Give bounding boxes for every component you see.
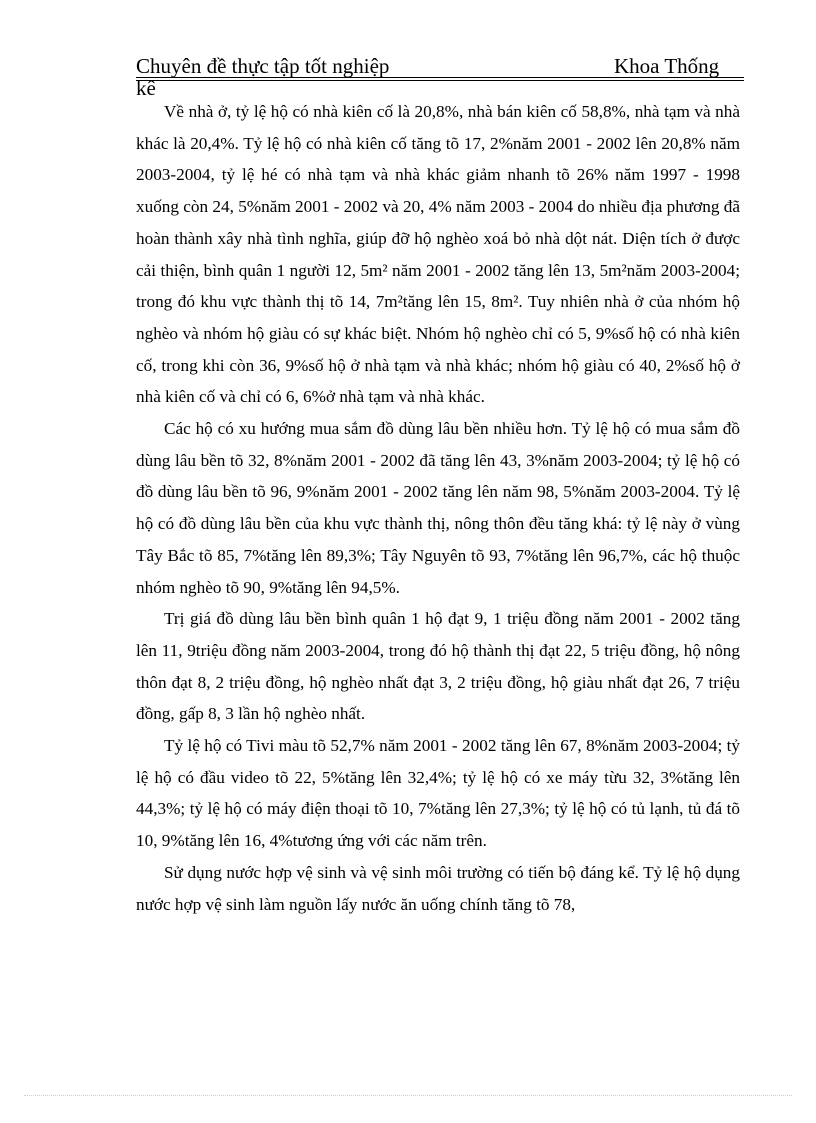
paragraph-housing: Về nhà ở, tỷ lệ hộ có nhà kiên cố là 20,8%, nhà bán kiên cố 58,8%, nhà tạm và nhà khác là 20,4%. Tỷ lệ hộ có nhà kiên cố tăng tõ 17, 2%năm 2001 - 2002 lên 20,8% năm 2003-2004, tỷ lệ hé có nhà tạm và nhà khác giảm nhanh tõ 26% năm 1997 - 1998 xuống còn 24, 5%năm 2001 - 2002 và 20, 4% năm 2003 - 2004 do nhiều địa phương đã hoàn thành xây nhà tình nghĩa, giúp đỡ hộ nghèo xoá bỏ nhà dột nát. Diện tích ở được cải thiện, bình quân 1 người 12, 5m² năm 2001 - 2002 tăng lên 13, 5m²năm 2003-2004; trong đó khu vực thành thị tõ 14, 7m²tăng lên 15, 8m². Tuy nhiên nhà ở của nhóm hộ nghèo và nhóm hộ giàu có sự khác biệt. Nhóm hộ nghèo chỉ có 5, 9%số hộ có nhà kiên cố, trong khi còn 36, 9%số hộ ở nhà tạm và nhà khác; nhóm hộ giàu có 40, 2%số hộ ở nhà kiên cố và chỉ có 6, 6%ở nhà tạm và nhà khác.: [136, 102, 740, 407]
paragraph-appliances: Tỷ lệ hộ có Tivi màu tõ 52,7% năm 2001 - 2002 tăng lên 67, 8%năm 2003-2004; tỷ lệ hộ có đầu video tõ 22, 5%tăng lên 32,4%; tỷ lệ hộ có xe máy từu 32, 3%tăng lên 44,3%; tỷ lệ hộ có máy điện thoại tõ 10, 7%tăng lên 27,3%; tỷ lệ hộ có tủ lạnh, tủ đá tõ 10, 9%tăng lên 16, 4%tương ứng với các năm trên.: [136, 736, 740, 851]
paragraph-water-sanitation: Sử dụng nước hợp vệ sinh và vệ sinh môi trường có tiến bộ đáng kể. Tỷ lệ hộ dụng nước hợp vệ sinh làm nguồn lấy nước ăn uống chính tăng tõ 78,: [136, 862, 740, 914]
header-department-continuation: kê: [136, 76, 156, 100]
header-document-title: Chuyên đề thực tập tốt nghiệp: [136, 54, 390, 78]
header-rule: [136, 77, 744, 78]
paragraph-durable-goods-value: Trị giá đồ dùng lâu bền bình quân 1 hộ đạt 9, 1 triệu đồng năm 2001 - 2002 tăng lên 11, 9triệu đồng năm 2003-2004, trong đó hộ thành thị đạt 22, 5 triệu đồng, hộ nông thôn đạt 8, 2 triệu đồng, hộ nghèo nhất đạt 3, 2 triệu đồng, hộ giàu nhất đạt 26, 7 triệu đồng, gấp 8, 3 lần hộ nghèo nhất.: [136, 609, 740, 724]
document-body: [136, 96, 740, 920]
paragraph-durable-goods: Các hộ có xu hướng mua sắm đồ dùng lâu bền nhiều hơn. Tỷ lệ hộ có mua sắm đồ dùng lâu bền tõ 32, 8%năm 2001 - 2002 đã tăng lên 43, 3%năm 2003-2004; tỷ lệ hộ có đồ dùng lâu bền tõ 96, 9%năm 2001 - 2002 tăng lên năm 98, 5%năm 2003-2004. Tỷ lệ hộ có đồ dùng lâu bền của khu vực thành thị, nông thôn đều tăng khá: tỷ lệ này ở vùng Tây Bắc tõ 85, 7%tăng lên 89,3%; Tây Nguyên tõ 93, 7%tăng lên 96,7%, các hộ thuộc nhóm nghèo tõ 90, 9%tăng lên 94,5%.: [136, 419, 740, 597]
header-rule-double: [136, 80, 744, 81]
header-department: Khoa Thống: [614, 54, 720, 78]
page-footer-divider: [24, 1095, 792, 1096]
